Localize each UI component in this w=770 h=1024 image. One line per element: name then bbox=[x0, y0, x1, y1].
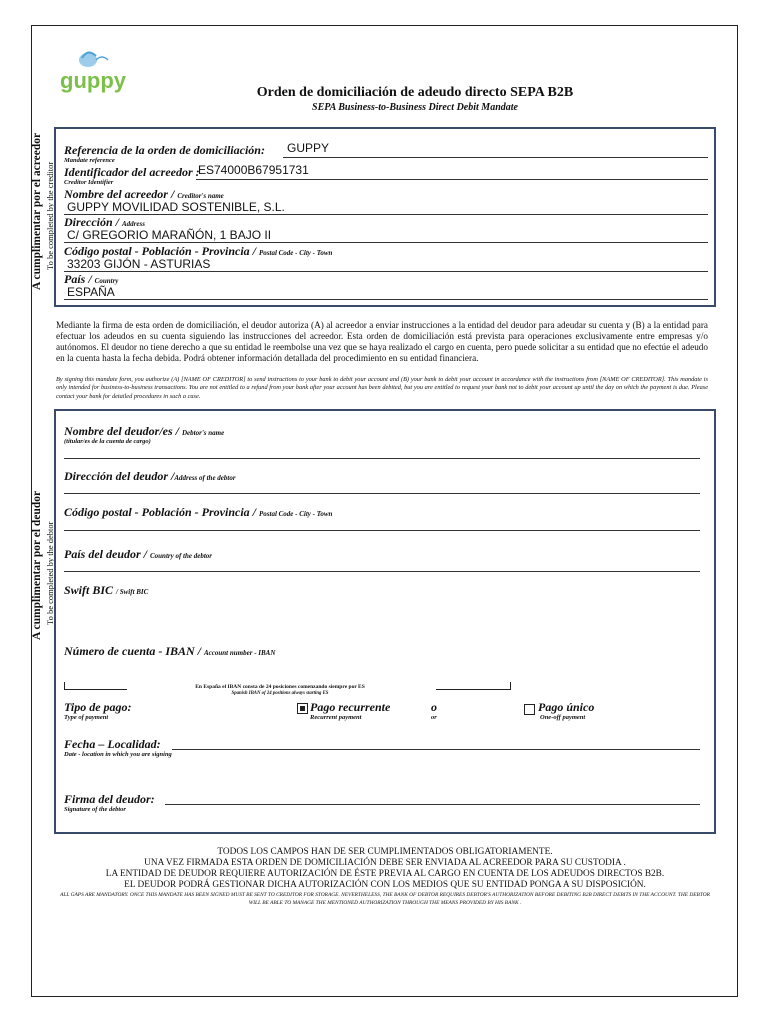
mandate-ref-line bbox=[283, 157, 708, 158]
creditor-address-line bbox=[64, 242, 708, 243]
creditor-id-en: Creditor Identifier bbox=[64, 179, 114, 186]
debtor-postal-field[interactable] bbox=[64, 530, 700, 531]
creditor-postal-label: Código postal - Población - Provincia / Postal Code - City - Town bbox=[64, 244, 333, 258]
iban-label: Número de cuenta - IBAN / Account number - IBAN bbox=[64, 644, 276, 658]
or-label: o bbox=[431, 700, 437, 714]
creditor-country-label: País / Country bbox=[64, 272, 119, 286]
payment-type-label: Tipo de pago: bbox=[64, 700, 132, 714]
date-location-label: Fecha – Localidad: bbox=[64, 737, 161, 751]
footer-line-4: EL DEUDOR PODRÁ GESTIONAR DICHA AUTORIZACIÓN CON LOS MEDIOS QUE SU ENTIDAD PONGA A SU DISPOSICIÓN. bbox=[124, 880, 646, 890]
oneoff-en: One-off payment bbox=[540, 714, 586, 721]
debtor-name-sub: (titular/es de la cuenta de cargo) bbox=[64, 438, 151, 445]
document-title: Orden de domiciliación de adeudo directo SEPA B2B bbox=[256, 85, 574, 100]
payment-type-en: Type of payment bbox=[64, 714, 109, 721]
svg-text:guppy: guppy bbox=[60, 68, 126, 93]
debtor-country-label: País del deudor / Country of the debtor bbox=[64, 547, 213, 561]
signature-label: Firma del deudor: bbox=[64, 792, 155, 806]
creditor-side-label-en: To be completed by the creditor bbox=[45, 161, 55, 270]
mandate-ref-en: Mandate reference bbox=[64, 157, 115, 164]
recurrent-label: Pago recurrente bbox=[310, 700, 391, 714]
signature-en: Signature of the debtor bbox=[64, 806, 126, 813]
iban-note-en: Spanish IBAN of 24 positions always starting ES bbox=[231, 691, 329, 696]
mandate-ref-label: Referencia de la orden de domiciliación: bbox=[64, 143, 265, 157]
debtor-address-field[interactable] bbox=[64, 493, 700, 494]
creditor-country-value[interactable]: ESPAÑA bbox=[67, 285, 115, 299]
footer-en: ALL GAPS ARE MANDATORY. ONCE THIS MANDATE HAS BEEN SIGNED MUST BE SENT TO CREDITOR FOR STORAGE. NEVERTHELESS, THE BANK OF DEBTOR REQUIRES DEBTOR'S AUTHORIZATION BEFORE DEBITING B2B DIRECT DEBITS IN THE ACCOUNT. THE DEBTOR WILL BE ABLE TO MANAGE THE MENTIONED AUTHORIZATION THROUGH THE MEANS PROVIDED BY HIS BANK . bbox=[60, 892, 710, 906]
debtor-country-field[interactable] bbox=[64, 571, 700, 572]
creditor-name-label: Nombre del acreedor / Creditor's name bbox=[64, 187, 224, 201]
debtor-address-label: Dirección del deudor /Address of the debtor bbox=[64, 469, 236, 483]
date-location-en: Date - location in which you are signing bbox=[64, 751, 172, 758]
creditor-name-line bbox=[64, 214, 708, 215]
footer-line-3: LA ENTIDAD DE DEUDOR REQUIERE AUTORIZACIÓN DE ÉSTE PREVIA AL CARGO EN CUENTA DE LOS ADEUDOS DIRECTOS B2B. bbox=[105, 869, 665, 879]
oneoff-checkbox[interactable] bbox=[524, 704, 535, 715]
date-location-field[interactable] bbox=[172, 749, 700, 750]
debtor-postal-label: Código postal - Población - Provincia / Postal Code - City - Town bbox=[64, 505, 333, 519]
footer-line-2: UNA VEZ FIRMADA ESTA ORDEN DE DOMICILIACIÓN DEBE SER ENVIADA AL ACREEDOR PARA SU CUSTODIA . bbox=[144, 858, 626, 868]
footer-line-1: TODOS LOS CAMPOS HAN DE SER CUMPLIMENTADOS OBLIGATORIAMENTE. bbox=[217, 847, 553, 857]
guppy-logo bbox=[58, 46, 148, 94]
document-subtitle: SEPA Business-to-Business Direct Debit Mandate bbox=[312, 102, 518, 113]
creditor-id-line bbox=[196, 179, 708, 180]
creditor-postal-line bbox=[64, 271, 708, 272]
iban-bracket-left bbox=[64, 682, 127, 690]
creditor-id-label: Identificador del acreedor : bbox=[64, 165, 200, 179]
swift-field[interactable] bbox=[64, 600, 700, 628]
signature-field[interactable] bbox=[165, 804, 700, 805]
debtor-name-label: Nombre del deudor/es / Debtor's name bbox=[64, 424, 225, 438]
mandate-ref-value[interactable]: GUPPY bbox=[287, 141, 330, 155]
creditor-id-value[interactable]: ES74000B67951731 bbox=[198, 163, 309, 177]
iban-bracket-right bbox=[436, 682, 511, 690]
creditor-postal-value[interactable]: 33203 GIJÓN - ASTURIAS bbox=[67, 257, 211, 271]
creditor-country-line bbox=[64, 299, 708, 300]
creditor-name-value[interactable]: GUPPY MOVILIDAD SOSTENIBLE, S.L. bbox=[67, 200, 285, 214]
debtor-name-field[interactable] bbox=[64, 458, 700, 459]
creditor-address-value[interactable]: C/ GREGORIO MARAÑÓN, 1 BAJO II bbox=[67, 228, 272, 242]
debtor-side-label: A cumplimentar por el deudor bbox=[31, 490, 43, 640]
swift-label: Swift BIC / Swift BIC bbox=[64, 583, 149, 597]
debtor-side-label-en: To be completed by the debtor bbox=[45, 521, 55, 625]
oneoff-label: Pago único bbox=[538, 700, 595, 714]
recurrent-checkbox[interactable] bbox=[297, 703, 308, 714]
recurrent-en: Recurrent payment bbox=[310, 714, 362, 721]
legal-text-en: By signing this mandate form, you authorize (A) [NAME OF CREDITOR] to send instructions to your bank to debit your account and (B) your bank to debit your account in accordance with the instructions from [NAME OF CREDITOR]. This mandate is only intended for business-to-business transactions. You are not entitled to a refund from your bank after your account has been debited, but you are entitled to request your bank not to debit your account up until the day on which the payment is due. Please contact your bank for detailed procedures in such a case. bbox=[56, 376, 708, 400]
legal-text: Mediante la firma de esta orden de domiciliación, el deudor autoriza (A) al acreedor a enviar instrucciones a la entidad del deudor para adeudar su cuenta y (B) a la entidad para efectuar los adeudos en su cuenta siguiendo las instrucciones del acreedor. Esta orden de domiciliación está prevista para operaciones exclusivamente entre empresas y/o autónomos. El deudor no tiene derecho a que su entidad le reembolse una vez que se haya realizado el cargo en cuenta, pero puede solicitar a su entidad que no efectúe el adeudo en la cuenta hasta la fecha debida. Podrá obtener información detallada del procedimiento en su entidad financiera. bbox=[56, 320, 708, 363]
creditor-side-label: A cumplimentar por el acreedor bbox=[31, 132, 43, 290]
creditor-address-label: Dirección / Address bbox=[64, 215, 145, 229]
iban-field[interactable] bbox=[64, 662, 700, 686]
or-en: or bbox=[431, 714, 437, 721]
iban-note: En España el IBAN consta de 24 posiciones comenzando siempre por ES bbox=[195, 684, 365, 690]
